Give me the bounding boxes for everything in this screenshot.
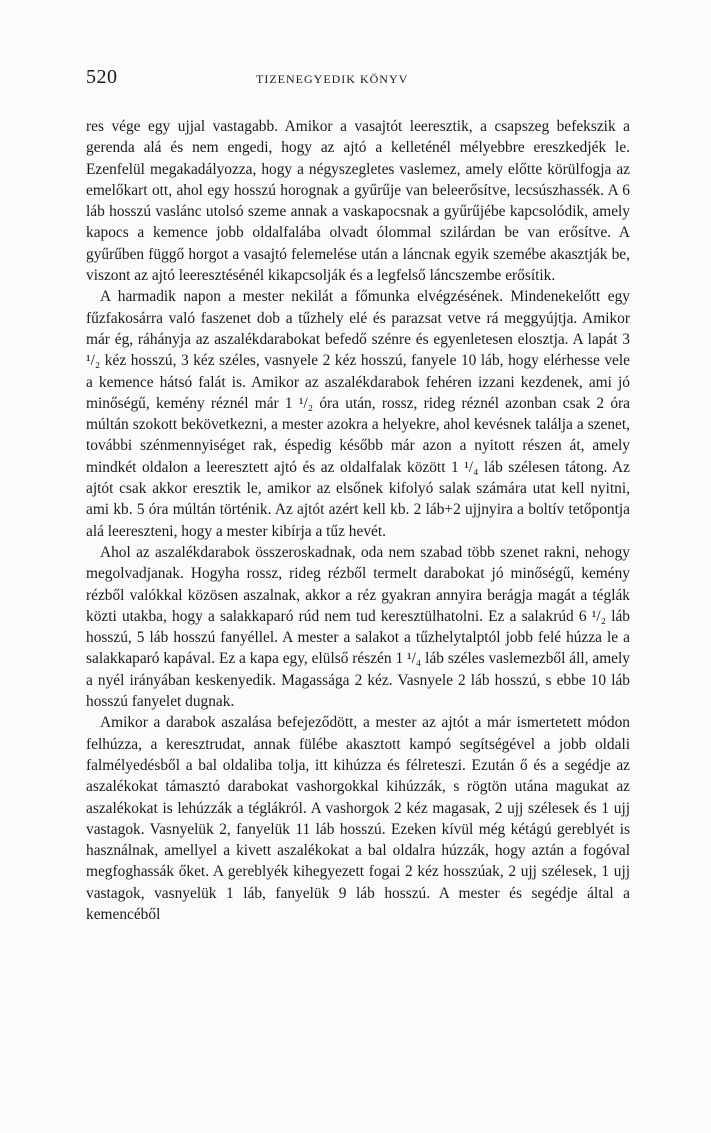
paragraph: Amikor a darabok aszalása befejeződött, a mester az ajtót a már ismertetett módon felhúzza, a keresztrudat, annak fülébe akasztott kampó segítségével a jobb oldali falmélyedésből a bal oldaliba tolja, itt kihúzza és félreteszi. Ezután ő és a segédje az aszalékokat támasztó darabokat vashorgokkal kihúzzák, s rögtön utána magukat az aszalékokat is lehúzzák a téglákról. A vashorgok 2 kéz magasak, 2 ujj szélesek és 1 ujj vastagok. Vasnyelük 2, fanyelük 11 láb hosszú. Ezeken kívül még kétágú gereblyét is használnak, amellyel a kivett aszalékokat a bal oldalra húzzák, hogy aztán a fogóval megfoghassák őket. A gereblyék kihegyezett fogai 2 kéz hosszúak, 2 ujj szélesek, 1 ujj vastagok, vasnyelük 1 láb, fanyelük 9 láb hosszú. A mester és segédje által a kemencéből <box>86 714 630 923</box>
paragraph: Ahol az aszalékdarabok összeroskadnak, oda nem szabad több szenet rakni, nehogy megolvadjanak. Hogyha rossz, rideg rézből termelt darabokat jó minőségű, kemény rézből valókkal közösen aszalnak, akkor a réz gyakran annyira berágja magát a téglák közti utakba, hogy a salakkaparó rúd nem tud keresztülhatolni. Ez a salakrúd 6 ¹/₂ láb hosszú, 5 láb hosszú fanyéllel. A mester a salakot a tűzhelytalptól jobb felé húzza le a salakkaparó kapával. Ez a kapa egy, elülső részén 1 ¹/₄ láb széles vaslemezből áll, amely a nyél irányában keskenyedik. Magassága 2 kéz. Vasnyele 2 láb hosszú, s ebbe 10 láb hosszú fanyelet dugnak. <box>86 543 630 711</box>
paragraph: res vége egy ujjal vastagabb. Amikor a vasajtót leeresztik, a csapszeg befekszik a gerenda alá és nem engedi, hogy az ajtó a kelleténél mélyebbre ereszkedjék le. Ezenfelül megakadályozza, hogy a négyszegletes vaslemez, amely előtte körülfogja az emelőkart ott, ahol egy hosszú horognak a gyűrűje van beleerősítve, lecsúszhassék. A 6 láb hosszú vaslánc utolsó szeme annak a vaskapocsnak a gyűrűjébe kapcsolódik, amely kapocs a kemence jobb oldalfalába olvadt ólommal szilárdan be van erősítve. A gyűrűben függő horgot a vasajtó felemelése után a láncnak egyik szemébe akasztják be, viszont az ajtó leeresztésénél kikapcsolják és a legfelső láncszembe erősítik. <box>86 118 630 285</box>
body-text <box>86 116 630 925</box>
running-head: TIZENEGYEDIK KÖNYV <box>256 72 409 86</box>
page-header <box>86 66 630 92</box>
paragraph: A harmadik napon a mester nekilát a főmunka elvégzésének. Mindenekelőtt egy fűzfakosárra való faszenet dob a tűzhely elé és parazsat vetve rá meggyújtja. Amikor már ég, ráhányja az aszalékdarabokat befedő szénre és egyenletesen elosztja. A lapát 3 ¹/₂ kéz hosszú, 3 kéz széles, vasnyele 2 kéz hosszú, fanyele 10 láb, hogy elérhesse vele a kemence hátsó falát is. Amikor az aszalékdarabok fehéren izzani kezdenek, ami jó minőségű, kemény réznél már 1 ¹/₂ óra után, rossz, rideg réznél azonban csak 2 óra múltán szokott bekövetkezni, a mester azokra a helyekre, ahol kevésnek találja a szenet, további szénmennyiséget rak, éspedig később már azon a nyitott részen át, amely mindkét oldalon a leeresztett ajtó és az oldalfalak között 1 ¹/₄ láb szélesen tátong. Az ajtót csak akkor eresztik le, amikor az elsőnek kifolyó salak számára utat kell nyitni, ami kb. 5 óra múltán történik. Az ajtót azért kell kb. 2 láb+2 ujjnyira a boltív tetőpontja alá leereszteni, hogy a mester kibírja a tűz hevét. <box>86 288 630 540</box>
page-number: 520 <box>86 66 118 88</box>
